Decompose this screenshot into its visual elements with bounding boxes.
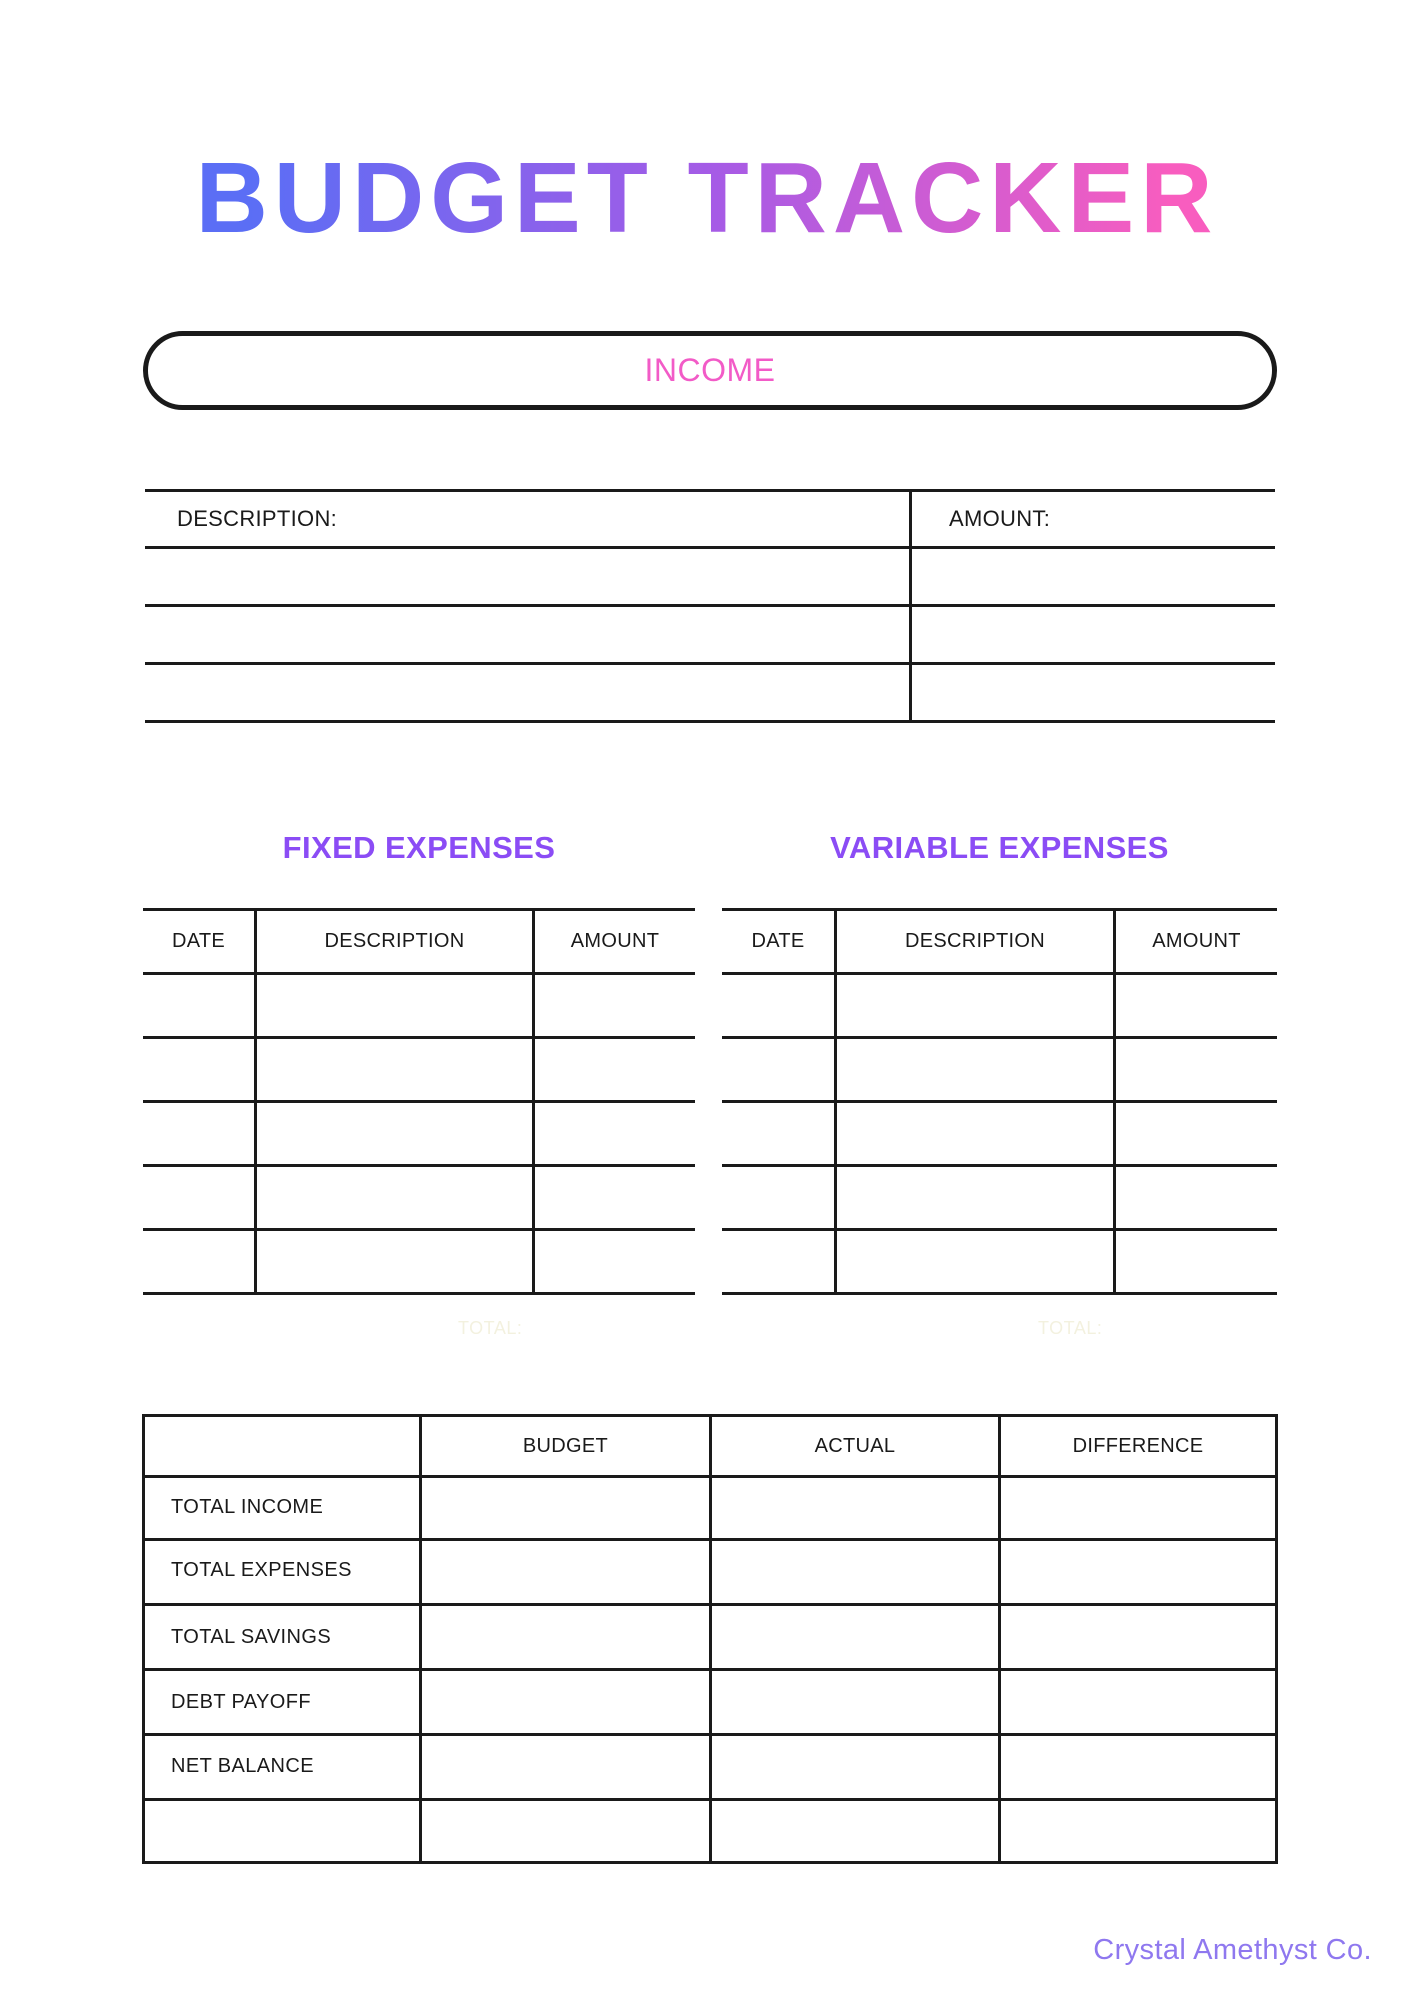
summary-entry-area[interactable] [422, 1478, 1275, 1861]
income-description-header: DESCRIPTION: [177, 506, 338, 531]
amount-header: AMOUNT [1152, 929, 1241, 952]
difference-header: DIFFERENCE [1072, 1434, 1204, 1457]
date-header: DATE [171, 929, 226, 952]
variable-expenses-heading: VARIABLE EXPENSES [830, 830, 1169, 865]
net-balance-label: NET BALANCE [171, 1755, 314, 1777]
total-expenses-label: TOTAL EXPENSES [171, 1559, 352, 1581]
debt-payoff-label: DEBT PAYOFF [171, 1691, 311, 1713]
fixed-expenses-entry-area[interactable] [143, 975, 695, 1292]
income-amount-cell[interactable] [912, 549, 1275, 604]
variable-expenses-entry-area[interactable] [722, 975, 1277, 1292]
income-table [145, 489, 1275, 724]
total-savings-label: TOTAL SAVINGS [171, 1626, 332, 1648]
date-header: DATE [751, 929, 805, 952]
amount-header: AMOUNT [570, 929, 660, 952]
fixed-total-label: TOTAL: [458, 1318, 523, 1338]
page-title-text: BUDGET TRACKER [195, 142, 1219, 254]
income-description-cell[interactable] [145, 607, 909, 662]
income-amount-header: AMOUNT: [949, 506, 1051, 531]
table-rule [145, 720, 1275, 723]
budget-header: BUDGET [522, 1434, 609, 1457]
description-header: DESCRIPTION [905, 929, 1045, 952]
table-rule [145, 489, 1275, 492]
income-banner [143, 331, 1277, 410]
description-header: DESCRIPTION [324, 929, 465, 952]
actual-header: ACTUAL [814, 1434, 896, 1457]
income-description-cell[interactable] [145, 665, 909, 720]
total-income-label: TOTAL INCOME [171, 1496, 324, 1518]
income-heading: INCOME [644, 352, 776, 388]
fixed-expenses-heading: FIXED EXPENSES [282, 830, 556, 865]
variable-expenses-table [722, 908, 1277, 1298]
brand-footer: Crystal Amethyst Co. [1093, 1934, 1372, 1966]
income-description-cell[interactable] [145, 549, 909, 604]
page-title [0, 130, 1414, 260]
variable-total-label: TOTAL: [1038, 1318, 1103, 1338]
summary-table [142, 1414, 1278, 1864]
fixed-expenses-table [143, 908, 695, 1298]
income-amount-cell[interactable] [912, 607, 1275, 662]
income-amount-cell[interactable] [912, 665, 1275, 720]
